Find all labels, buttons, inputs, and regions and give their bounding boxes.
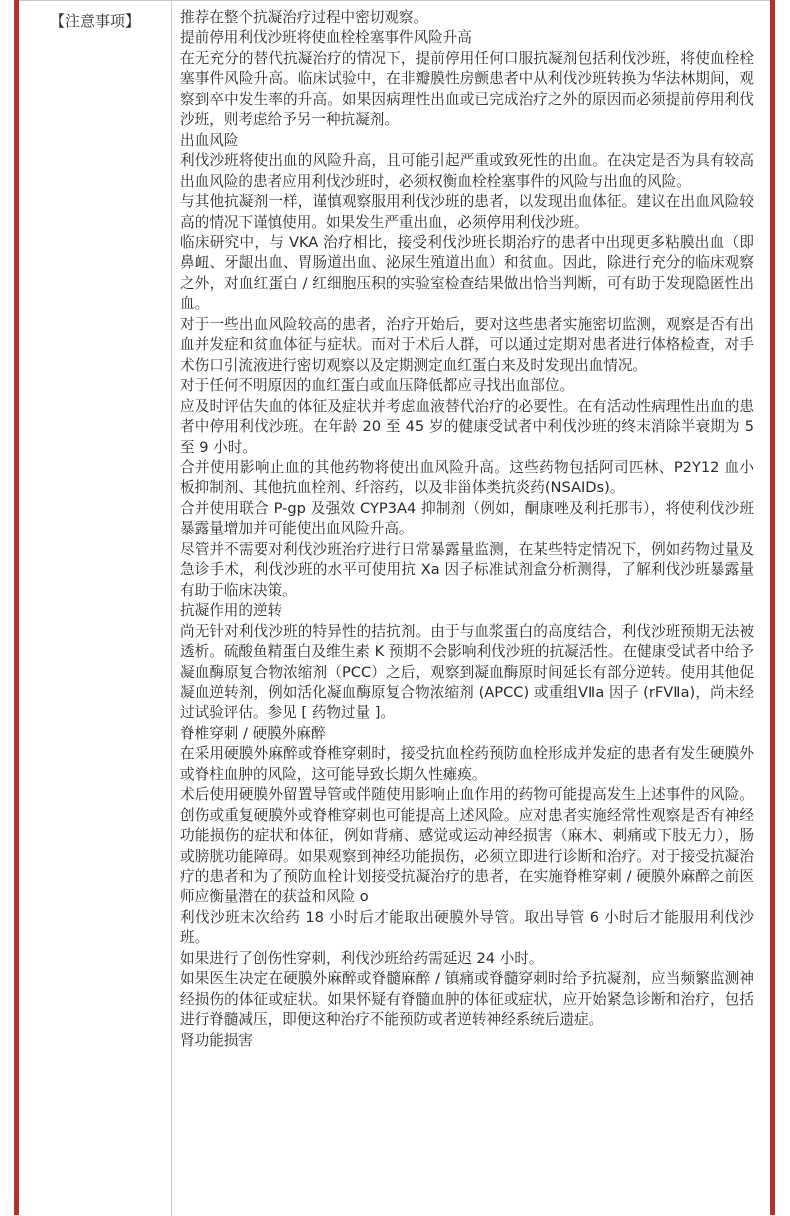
paragraph-bleeding-5: 对于任何不明原因的血红蛋白或血压降低都应寻找出血部位。: [180, 377, 575, 395]
paragraph-bleeding-9: 尽管并不需要对利伐沙班治疗进行日常暴露量监测，在某些特定情况下，例如药物过量及急诊手术，利伐沙班的水平可使用抗 Xa 因子标准试剂盒分析测得，了解利伐沙班暴露量有助于临床决策。: [180, 540, 754, 599]
paragraph-spinal-5: 如果医生决定在硬膜外麻醉或脊髓麻醉 / 镇痛或脊髓穿刺时给予抗凝剂，应当频繁监测神经损伤的体征或症状。如果怀疑有脊髓血肿的体征或症状，应开始紧急诊断和治疗，包括进行脊髓减压，即便这种治疗不能预防或者逆转神经系统后遗症。: [180, 970, 754, 1029]
paragraph-bleeding-4: 对于一些出血风险较高的患者，治疗开始后，要对这些患者实施密切监测，观察是否有出血并发症和贫血体征与症状。而对于术后人群，可以通过定期对患者进行体格检查，对手术伤口引流液进行密切观察以及定期测定血红蛋白来及时发现出血情况。: [180, 315, 754, 374]
paragraph-spinal-1: 在采用硬膜外麻醉或脊椎穿刺时，接受抗血栓药预防血栓形成并发症的患者有发生硬膜外或脊柱血肿的风险，这可能导致长期久性瘫痪。: [180, 745, 754, 783]
paragraph-bleeding-6: 应及时评估失血的体征及症状并考虑血液替代治疗的必要性。在有活动性病理性出血的患者中停用利伐沙班。在年龄 20 至 45 岁的健康受试者中利伐沙班的终末消除半衰期为 5 至 9 小时。: [180, 397, 754, 456]
heading-bleeding-risk: 出血风险: [180, 131, 239, 149]
paragraph-bleeding-7: 合并使用影响止血的其他药物将使出血风险升高。这些药物包括阿司匹林、P2Y12 血小板抑制剂、其他抗血栓剂、纤溶药，以及非甾体类抗炎药(NSAIDs)。: [180, 458, 754, 497]
heading-renal-impairment: 肾功能损害: [180, 1031, 253, 1049]
section-body: [180, 8, 754, 1051]
paragraph-spinal-2: 术后使用硬膜外留置导管或伴随使用影响止血作用的药物可能提高发生上述事件的风险。创伤或重复硬膜外或脊椎穿刺也可能提高上述风险。应对患者实施经常性观察是否有神经功能损伤的症状和体征，例如背痛、感觉或运动神经损害（麻木、刺痛或下肢无力），肠或膀胱功能障碍。如果观察到神经功能损伤，必须立即进行诊断和治疗。对于接受抗凝治疗的患者和为了预防血栓计划接受抗凝治疗的患者，在实施脊椎穿刺 / 硬膜外麻醉之前医师应衡量潜在的获益和风险 o: [180, 786, 754, 906]
section-label: 【注意事项】: [49, 12, 140, 30]
right-frame-border: [770, 0, 775, 1215]
paragraph-reversal: 尚无针对利伐沙班的特异性的拮抗剂。由于与血浆蛋白的高度结合，利伐沙班预期无法被透析。硫酸鱼精蛋白及维生素 K 预期不会影响利伐沙班的抗凝活性。在健康受试者中给予凝血酶原复合物浓缩剂（PCC）之后，观察到凝血酶原时间延长有部分逆转。使用其他促凝血逆转剂，例如活化凝血酶原复合物浓缩剂 (APCC) 或重组ⅤⅡa 因子 (rFVⅡa)，尚未经过试验评估。参见 [ 药物过量 ]。: [180, 622, 754, 722]
section-label-cell: [19, 1, 172, 1216]
paragraph-bleeding-2: 与其他抗凝剂一样，谨慎观察服用利伐沙班的患者，以发现出血体征。建议在出血风险较高的情况下谨慎使用。如果发生严重出血，必须停用利伐沙班。: [180, 193, 754, 231]
paragraph-spinal-3: 利伐沙班末次给药 18 小时后才能取出硬膜外导管。取出导管 6 小时后才能服用利伐沙班。: [180, 908, 754, 947]
paragraph-spinal-4: 如果进行了创伤性穿刺，利伐沙班给药需延迟 24 小时。: [180, 949, 544, 967]
heading-early-discontinuation: 提前停用利伐沙班将使血栓栓塞事件风险升高: [180, 29, 472, 47]
heading-spinal-epidural: 脊椎穿刺 / 硬膜外麻醉: [180, 724, 326, 742]
paragraph-early-discontinuation: 在无充分的替代抗凝治疗的情况下，提前停用任何口服抗凝剂包括利伐沙班，将使血栓栓塞事件风险升高。临床试验中，在非瓣膜性房颤患者中从利伐沙班转换为华法林期间，观察到卒中发生率的升高。如果因病理性出血或已完成治疗之外的原因而必须提前停用利伐沙班，则考虑给予另一种抗凝剂。: [180, 49, 754, 129]
paragraph-bleeding-3: 临床研究中，与 VKA 治疗相比，接受利伐沙班长期治疗的患者中出现更多粘膜出血（即鼻衄、牙龈出血、胃肠道出血、泌尿生殖道出血）和贫血。因此，除进行充分的临床观察之外，对血红蛋白 / 红细胞压积的实验室检查结果做出恰当判断，可有助于发现隐匿性出血。: [180, 233, 754, 313]
heading-reversal: 抗凝作用的逆转: [180, 602, 283, 620]
paragraph-bleeding-1: 利伐沙班将使出血的风险升高，且可能引起严重或致死性的出血。在决定是否为具有较高出血风险的患者应用利伐沙班时，必须权衡血栓栓塞事件的风险与出血的风险。: [180, 152, 754, 190]
paragraph-intro: 推荐在整个抗凝治疗过程中密切观察。: [180, 9, 429, 26]
paragraph-bleeding-8: 合并使用联合 P-gp 及强效 CYP3A4 抑制剂（例如，酮康唑及利托那韦），将使利伐沙班暴露量增加并可能使出血风险升高。: [180, 499, 754, 538]
